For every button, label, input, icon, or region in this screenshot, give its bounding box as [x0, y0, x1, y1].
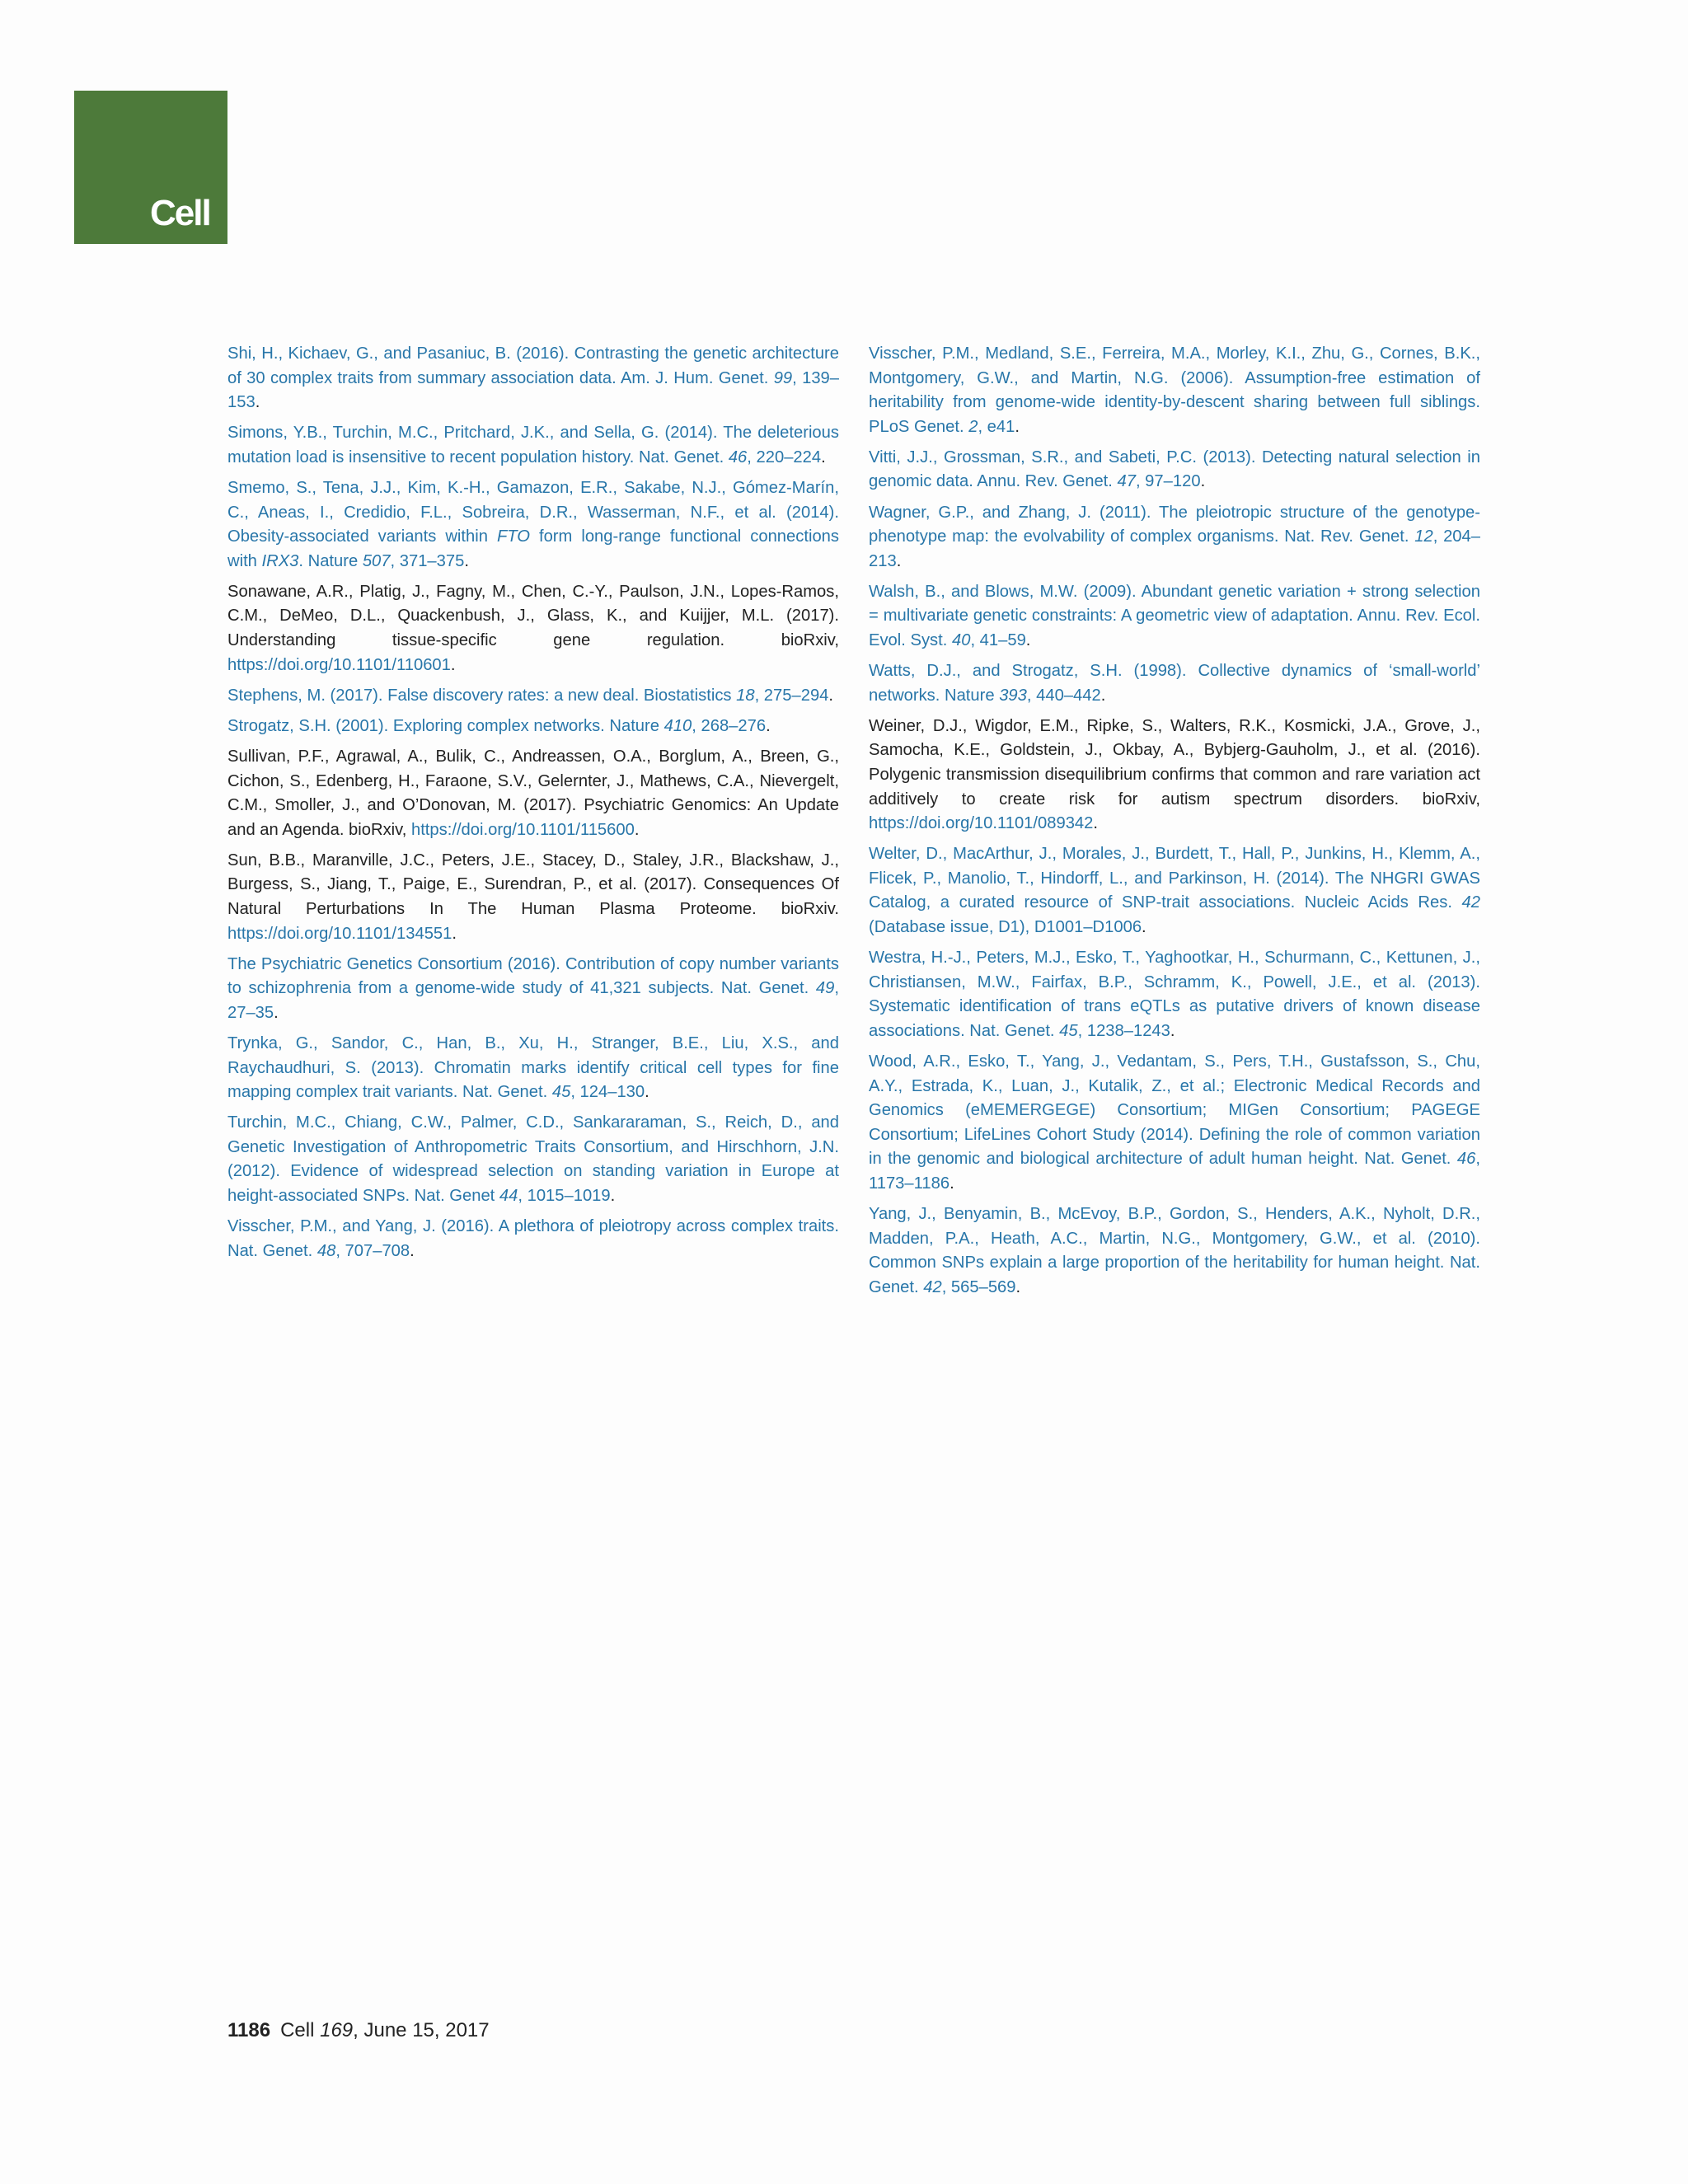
reference-link[interactable]: , 220–224 — [747, 448, 822, 466]
reference-link[interactable] — [729, 448, 747, 466]
reference-link[interactable] — [317, 1242, 335, 1260]
reference-italic: 49 — [815, 979, 835, 998]
reference-link[interactable] — [968, 418, 978, 436]
reference-link[interactable] — [923, 1278, 941, 1296]
reference-text: . — [828, 686, 834, 705]
reference-text: . — [950, 1174, 954, 1193]
reference-entry[interactable] — [869, 946, 1480, 1043]
reference-link[interactable] — [262, 552, 299, 570]
reference-entry[interactable] — [227, 580, 839, 677]
reference-entry[interactable] — [869, 1050, 1480, 1197]
reference-link[interactable]: , 41–59 — [970, 631, 1026, 650]
reference-link[interactable]: , 275–294 — [754, 686, 829, 705]
reference-link[interactable] — [499, 1187, 518, 1205]
reference-text: . — [1170, 1021, 1175, 1040]
reference-text: . — [821, 448, 826, 466]
reference-link[interactable] — [1462, 893, 1480, 912]
reference-entry[interactable] — [869, 842, 1480, 940]
reference-link[interactable]: Walsh, B., and Blows, M.W. (2009). Abundant genetic variation + strong selection = multivariate genetic constraints: A geometric view of adaptation. Annu. Rev. Ecol. Evol. Syst. — [869, 582, 1480, 650]
reference-link[interactable]: Yang, J., Benyamin, B., McEvoy, B.P., Gordon, S., Henders, A.K., Nyholt, D.R., Madden, P.A., Heath, A.C., Martin, N.G., Montgomery, G.W., et al. (2010). Common SNPs explain a large proportion of the heritability for human height. Nat. Genet. — [869, 1205, 1480, 1296]
reference-entry[interactable] — [227, 745, 839, 842]
reference-link[interactable]: The Psychiatric Genetics Consortium (2016). Contribution of copy number variants to schizophrenia from a genome-wide study of 41,321 subjects. Nat. Genet. — [227, 954, 839, 998]
reference-entry[interactable] — [227, 476, 839, 574]
reference-text: . — [450, 655, 456, 674]
reference-text: . — [274, 1003, 279, 1022]
reference-text: . — [452, 924, 457, 943]
reference-link[interactable] — [952, 631, 970, 649]
reference-link[interactable]: . Nature — [298, 551, 363, 570]
reference-italic: 42 — [923, 1277, 942, 1296]
reference-text: . — [766, 716, 771, 735]
reference-text: . — [634, 820, 640, 839]
reference-text: . — [610, 1187, 616, 1205]
reference-link[interactable] — [1118, 472, 1136, 490]
reference-link[interactable]: Welter, D., MacArthur, J., Morales, J., Burdett, T., Hall, P., Junkins, H., Klemm, A., Flicek, P., Manolio, T., Hindorff, L., and Parkinson, H. (2014). The NHGRI GWAS Catalog, a curated resource of SNP-trait associations. Nucleic Acids Res. — [869, 845, 1480, 912]
reference-italic: 45 — [551, 1083, 571, 1102]
references-left-column — [227, 342, 839, 1270]
reference-italic: 46 — [728, 448, 748, 466]
journal-logo-text: Cell — [150, 193, 210, 233]
reference-entry[interactable] — [869, 342, 1480, 439]
reference-link[interactable]: Vitti, J.J., Grossman, S.R., and Sabeti, P.C. (2013). Detecting natural selection in genomic data. Annu. Rev. Genet. — [869, 448, 1480, 491]
reference-text: Sonawane, A.R., Platig, J., Fagny, M., Chen, C.-Y., Paulson, J.N., Lopes-Ramos, C.M., DeMeo, D.L., Quackenbush, J., Glass, K., and Kuijjer, M.L. (2017). Understanding tissue-specific gene regulation. bioRxiv, — [227, 582, 839, 650]
reference-text: . — [410, 1241, 415, 1260]
reference-link[interactable] — [497, 527, 530, 546]
reference-link[interactable]: https://doi.org/10.1101/115600 — [410, 820, 635, 839]
reference-italic: 42 — [1461, 893, 1480, 912]
reference-link[interactable]: Turchin, M.C., Chiang, C.W., Palmer, C.D., Sankararaman, S., Reich, D., and Genetic Investigation of Anthropometric Traits Consortium, and Hirschhorn, J.N. (2012). Evidence of widespread selection on standing variation in Europe at height-associated SNPs. Nat. Genet — [227, 1113, 839, 1205]
reference-entry[interactable] — [227, 1111, 839, 1208]
reference-link[interactable]: , 440–442 — [1026, 686, 1101, 705]
reference-link[interactable] — [1457, 1150, 1475, 1168]
reference-entry[interactable] — [869, 1202, 1480, 1300]
reference-link[interactable] — [999, 687, 1027, 705]
reference-italic: 18 — [736, 686, 755, 705]
reference-entry[interactable] — [869, 659, 1480, 708]
reference-link[interactable]: , 204–213 — [869, 527, 1480, 570]
reference-entry[interactable] — [227, 953, 839, 1026]
reference-italic: 40 — [951, 631, 971, 650]
reference-link[interactable]: , 97–120 — [1135, 472, 1201, 491]
reference-italic: 44 — [499, 1187, 518, 1205]
reference-entry[interactable] — [869, 501, 1480, 574]
reference-italic: 46 — [1456, 1150, 1476, 1169]
reference-link[interactable]: Strogatz, S.H. (2001). Exploring complex networks. Nature — [227, 716, 664, 735]
reference-link[interactable]: , 1173–1186 — [869, 1150, 1480, 1193]
reference-link[interactable]: , 371–375 — [390, 551, 465, 570]
reference-link[interactable]: , 707–708 — [335, 1241, 410, 1260]
reference-text: Sun, B.B., Maranville, J.C., Peters, J.E., Stacey, D., Staley, J.R., Blackshaw, J., Burgess, S., Jiang, T., Paige, E., Surendran, P., et al. (2017). Consequences Of Natural Perturbations In The Human Plasma Proteome. bioRxiv. — [227, 851, 839, 918]
reference-link[interactable]: , 124–130 — [570, 1083, 645, 1102]
reference-entry[interactable] — [227, 715, 839, 739]
references-right-column — [869, 342, 1480, 1306]
reference-text: . — [1200, 472, 1206, 491]
reference-text: . — [1015, 1277, 1021, 1296]
reference-text: . — [464, 551, 469, 570]
reference-link[interactable]: Smemo, S., Tena, J.J., Kim, K.-H., Gamazon, E.R., Sakabe, N.J., Gómez-Marín, C., Aneas, I., Credidio, F.L., Sobreira, D.R., Wasserman, N.F., et al. (2014). Obesity-associated variants within — [227, 478, 839, 546]
reference-italic: FTO — [496, 527, 530, 546]
reference-text: Weiner, D.J., Wigdor, E.M., Ripke, S., Walters, R.K., Kosmicki, J.A., Grove, J., Samocha, K.E., Goldstein, J., Okbay, A., Bybjerg-Gauholm, J., et al. (2016). Polygenic transmission disequilibrium confirms that common and rare variation act additively to create risk for autism spectrum disorders. bioRxiv, — [869, 716, 1480, 808]
reference-italic: IRX3 — [261, 551, 299, 570]
footer-date: , June 15, 2017 — [353, 2019, 490, 2041]
reference-link[interactable]: https://doi.org/10.1101/110601 — [227, 655, 451, 674]
reference-italic: 410 — [663, 716, 692, 735]
reference-link[interactable]: Westra, H.-J., Peters, M.J., Esko, T., Yaghootkar, H., Schurmann, C., Kettunen, J., Christiansen, M.W., Fairfax, B.P., Schramm, K., Powell, J.E., et al. (2013). Systematic identification of trans eQTLs as putative drivers of known disease associations. Nat. Genet. — [869, 949, 1480, 1040]
reference-link[interactable]: Wagner, G.P., and Zhang, J. (2011). The pleiotropic structure of the genotype-phenotype map: the evolvability of complex organisms. Nat. Rev. Genet. — [869, 503, 1480, 546]
reference-link[interactable]: , 268–276 — [692, 716, 767, 735]
reference-link[interactable] — [1059, 1022, 1077, 1040]
reference-link[interactable]: Simons, Y.B., Turchin, M.C., Pritchard, J.K., and Sella, G. (2014). The deleterious mutation load is insensitive to recent population history. Nat. Genet. — [227, 424, 839, 466]
reference-link[interactable]: Shi, H., Kichaev, G., and Pasaniuc, B. (2016). Contrasting the genetic architecture of 30 complex traits from summary association data. Am. J. Hum. Genet. — [227, 344, 839, 387]
reference-text: . — [255, 393, 260, 412]
reference-text: . — [1142, 918, 1146, 937]
reference-italic: 45 — [1059, 1021, 1078, 1040]
page-footer — [227, 2019, 490, 2042]
reference-italic: 393 — [999, 686, 1027, 705]
reference-link[interactable]: https://doi.org/10.1101/134551 — [227, 924, 452, 943]
reference-text: . — [896, 551, 902, 570]
reference-italic: 47 — [1117, 472, 1136, 491]
reference-entry[interactable] — [869, 715, 1480, 837]
reference-entry[interactable] — [869, 446, 1480, 494]
reference-link[interactable]: (Database issue, D1), D1001–D1006 — [869, 918, 1142, 937]
reference-italic: 99 — [773, 368, 793, 387]
reference-link[interactable]: Trynka, G., Sandor, C., Han, B., Xu, H., Stranger, B.E., Liu, X.S., and Raychaudhuri, S. (2013). Chromatin marks identify critical cell types for fine mapping complex trait variants. Nat. Genet. — [227, 1033, 839, 1102]
reference-link[interactable] — [736, 687, 754, 705]
reference-text: . — [1015, 417, 1020, 436]
reference-text: Sullivan, P.F., Agrawal, A., Bulik, C., Andreassen, O.A., Borglum, A., Breen, G., Cichon, S., Edenberg, H., Faraone, S.V., Gelernter, J., Mathews, C.A., Nievergelt, C.M., Smoller, J., and O’Donovan, M. (2017). Psychiatric Genomics: An Update and an Agenda. bioRxiv, — [227, 747, 839, 839]
reference-link[interactable]: , 1015–1019 — [518, 1187, 611, 1205]
reference-text: . — [645, 1083, 649, 1102]
reference-link[interactable] — [363, 552, 391, 570]
reference-link[interactable] — [1414, 527, 1432, 546]
reference-link[interactable]: Watts, D.J., and Strogatz, S.H. (1998). Collective dynamics of ‘small-world’ networks. Nature — [869, 662, 1480, 705]
reference-link[interactable] — [816, 979, 834, 997]
reference-entry[interactable] — [227, 684, 839, 709]
reference-link[interactable]: , 1238–1243 — [1077, 1021, 1170, 1040]
reference-entry[interactable] — [869, 580, 1480, 654]
reference-link[interactable]: , 27–35 — [227, 979, 839, 1022]
reference-entry[interactable] — [227, 1032, 839, 1105]
reference-italic: 2 — [968, 417, 978, 436]
footer-volume: 169 — [320, 2019, 354, 2041]
reference-link[interactable]: Stephens, M. (2017). False discovery rates: a new deal. Biostatistics — [227, 686, 737, 705]
reference-link[interactable] — [552, 1083, 570, 1101]
reference-entry[interactable] — [227, 342, 839, 415]
reference-link[interactable]: Wood, A.R., Esko, T., Yang, J., Vedantam, S., Pers, T.H., Gustafsson, S., Chu, A.Y., Estrada, K., Luan, J., Kutalik, Z., et al.; Electronic Medical Records and Genomics (eMEMERGEGE) Consortium; MIGen Consortium; PAGEGE Consortium; LifeLines Cohort Study (2014). Defining the role of common variation in the genomic and biological architecture of adult human height. Nat. Genet. — [869, 1052, 1480, 1169]
reference-entry[interactable] — [227, 849, 839, 946]
reference-text: . — [1025, 631, 1031, 650]
reference-text: . — [1100, 686, 1106, 705]
reference-link[interactable]: , 565–569 — [941, 1277, 1016, 1296]
reference-link[interactable]: , 139–153 — [227, 368, 839, 412]
reference-italic: 12 — [1414, 527, 1433, 546]
reference-entry[interactable] — [227, 1215, 839, 1263]
reference-link[interactable] — [774, 369, 792, 387]
journal-logo — [74, 91, 227, 244]
reference-link[interactable]: , e41 — [978, 417, 1015, 436]
reference-link[interactable]: https://doi.org/10.1101/089342 — [869, 814, 1094, 833]
reference-italic: 507 — [362, 551, 391, 570]
reference-link[interactable] — [664, 717, 692, 735]
reference-text: . — [1093, 814, 1098, 833]
reference-italic: 48 — [316, 1241, 336, 1260]
reference-entry[interactable] — [227, 421, 839, 470]
footer-journal: Cell — [280, 2019, 321, 2041]
reference-link[interactable]: Visscher, P.M., and Yang, J. (2016). A plethora of pleiotropy across complex traits. Nat. Genet. — [227, 1217, 839, 1260]
reference-link[interactable]: form long-range functional connections with — [227, 527, 839, 570]
page-number: 1186 — [227, 2019, 271, 2041]
reference-link[interactable]: Visscher, P.M., Medland, S.E., Ferreira, M.A., Morley, K.I., Zhu, G., Cornes, B.K., Montgomery, G.W., and Martin, N.G. (2006). Assumption-free estimation of heritability from genome-wide identity-by-descent sharing between full siblings. PLoS Genet. — [869, 344, 1480, 436]
